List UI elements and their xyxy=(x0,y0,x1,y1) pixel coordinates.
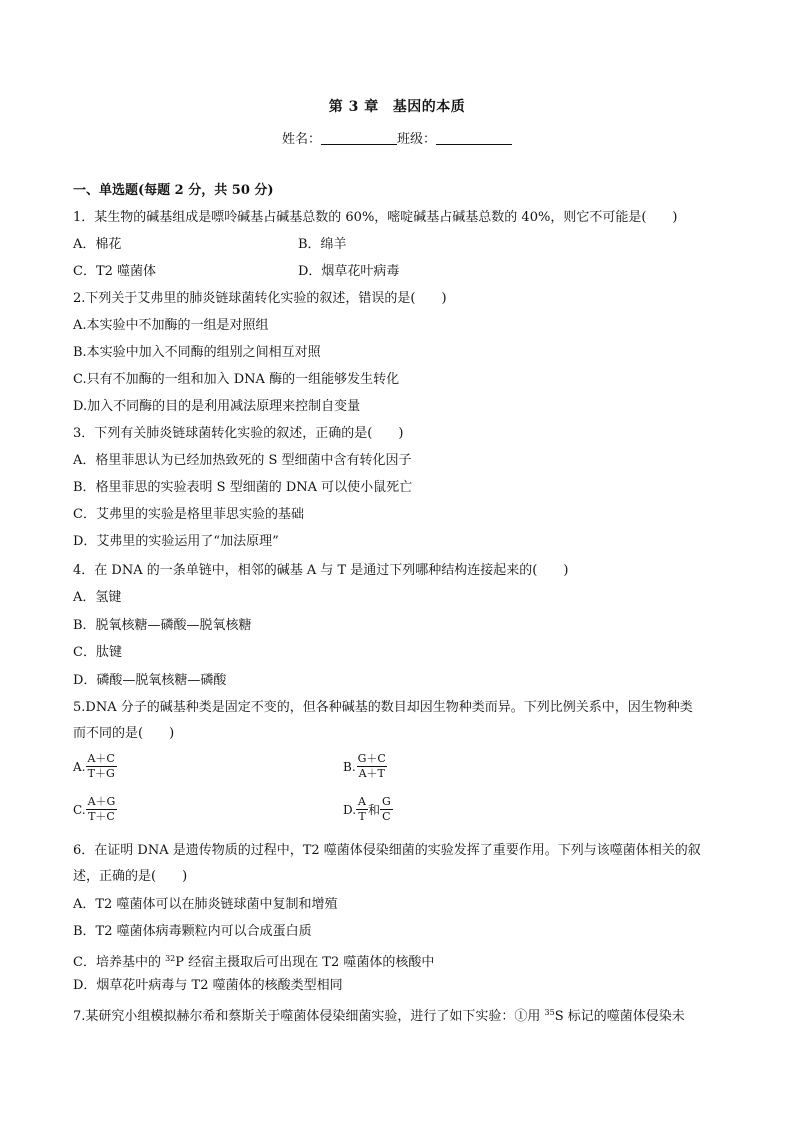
q3-stem: 3．下列有关肺炎链球菌转化实验的叙述，正确的是( ) xyxy=(73,426,404,441)
q4-stem: 4．在 DNA 的一条单链中，相邻的碱基 A 与 T 是通过下列哪种结构连接起来的( ) xyxy=(73,563,569,578)
name-label: 姓名： xyxy=(281,132,321,147)
q3-option-d: D．艾弗里的实验运用了“加法原理” xyxy=(73,534,279,549)
isotope-mass: 35 xyxy=(544,1008,555,1017)
q1-option-a: A．棉花 xyxy=(73,237,122,252)
q6-stem-line1: 6．在证明 DNA 是遗传物质的过程中，T2 噬菌体侵染细菌的实验发挥了重要作用。下列与该噬菌体相关的叙 xyxy=(73,843,701,858)
q5-stem-line2: 而不同的是( ) xyxy=(73,726,175,741)
numerator: A xyxy=(358,795,366,808)
chapter-number: 第 3 章 xyxy=(328,99,379,115)
q2-option-a: A.本实验中不加酶的一组是对照组 xyxy=(73,318,269,333)
fraction xyxy=(356,795,368,824)
denominator: T xyxy=(358,810,366,823)
q6-option-c-post: P 经宿主摄取后可出现在 T2 噬菌体的核酸中 xyxy=(175,955,435,970)
denominator: C xyxy=(382,810,391,823)
student-info-line xyxy=(0,128,794,147)
q5-option-c xyxy=(73,795,117,835)
q2-stem: 2.下列关于艾弗里的肺炎链球菌转化实验的叙述，错误的是( ) xyxy=(73,291,447,306)
q6-option-d: D．烟草花叶病毒与 T2 噬菌体的核酸类型相同 xyxy=(73,978,343,993)
q4-option-c: C．肽键 xyxy=(73,645,122,660)
q5-option-c-label: C. xyxy=(73,802,86,817)
q1-option-c: C．T2 噬菌体 xyxy=(73,264,157,279)
q5-option-d-label: D. xyxy=(343,802,357,817)
q6-option-c-pre: C．培养基中的 xyxy=(73,955,166,970)
fraction xyxy=(86,795,118,824)
q6-option-b: B．T2 噬菌体病毒颗粒内可以合成蛋白质 xyxy=(73,924,312,939)
page-title xyxy=(0,96,794,116)
fraction xyxy=(85,752,116,781)
q1-stem: 1．某生物的碱基组成是嘌呤碱基占碱基总数的 60%，嘧啶碱基占碱基总数的 40%，则它不可能是( ) xyxy=(73,210,678,225)
numerator: G xyxy=(381,795,391,808)
q7-stem-post: S 标记的噬菌体侵染未 xyxy=(554,1009,685,1024)
denominator: T＋G xyxy=(87,767,115,780)
q3-option-a: A．格里菲思认为已经加热致死的 S 型细菌中含有转化因子 xyxy=(73,453,412,468)
q1-option-d: D．烟草花叶病毒 xyxy=(298,264,400,279)
q7-stem-pre: 7.某研究小组模拟赫尔希和蔡斯关于噬菌体侵染细菌实验，进行了如下实验：①用 xyxy=(73,1009,545,1024)
q5-option-b xyxy=(343,752,388,792)
section-heading: 一、单选题(每题 2 分，共 50 分) xyxy=(73,183,274,198)
q6-stem-line2: 述，正确的是( ) xyxy=(73,869,188,884)
denominator: T＋C xyxy=(88,810,115,823)
q6-option-a: A．T2 噬菌体可以在肺炎链球菌中复制和增殖 xyxy=(73,897,338,912)
fraction xyxy=(380,795,393,824)
q2-option-d: D.加入不同酶的目的是利用减法原理来控制自变量 xyxy=(73,399,361,414)
name-blank[interactable] xyxy=(321,132,397,145)
q1-option-b: B．绵羊 xyxy=(298,237,347,252)
numerator: G＋C xyxy=(357,752,386,765)
q5-option-a xyxy=(73,752,117,792)
q5-option-d xyxy=(343,795,393,835)
isotope-mass: 32 xyxy=(165,954,176,963)
denominator: A＋T xyxy=(358,767,385,780)
numerator: A＋C xyxy=(87,752,115,765)
conjunction: 和 xyxy=(367,803,380,817)
q5-option-a-label: A. xyxy=(73,759,86,774)
q5-option-b-label: B. xyxy=(343,759,356,774)
q4-option-d: D．磷酸—脱氧核糖—磷酸 xyxy=(73,673,227,688)
class-label: 班级： xyxy=(397,132,437,147)
chapter-topic: 基因的本质 xyxy=(392,99,466,115)
q7-stem xyxy=(73,1004,685,1026)
q5-stem-line1: 5.DNA 分子的碱基种类是固定不变的，但各种碱基的数目却因生物种类而异。下列比例关系中，因生物种类 xyxy=(73,700,693,715)
class-blank[interactable] xyxy=(436,132,512,145)
q3-option-b: B．格里菲思的实验表明 S 型细菌的 DNA 可以使小鼠死亡 xyxy=(73,480,413,495)
q3-option-c: C．艾弗里的实验是格里菲思实验的基础 xyxy=(73,507,304,522)
numerator: A＋G xyxy=(87,795,116,808)
q4-option-a: A．氢键 xyxy=(73,590,122,605)
q2-option-c: C.只有不加酶的一组和加入 DNA 酶的一组能够发生转化 xyxy=(73,372,400,387)
fraction xyxy=(356,752,388,781)
q2-option-b: B.本实验中加入不同酶的组别之间相互对照 xyxy=(73,345,321,360)
q4-option-b: B．脱氧核糖—磷酸—脱氧核糖 xyxy=(73,618,252,633)
q6-option-c xyxy=(73,950,434,972)
